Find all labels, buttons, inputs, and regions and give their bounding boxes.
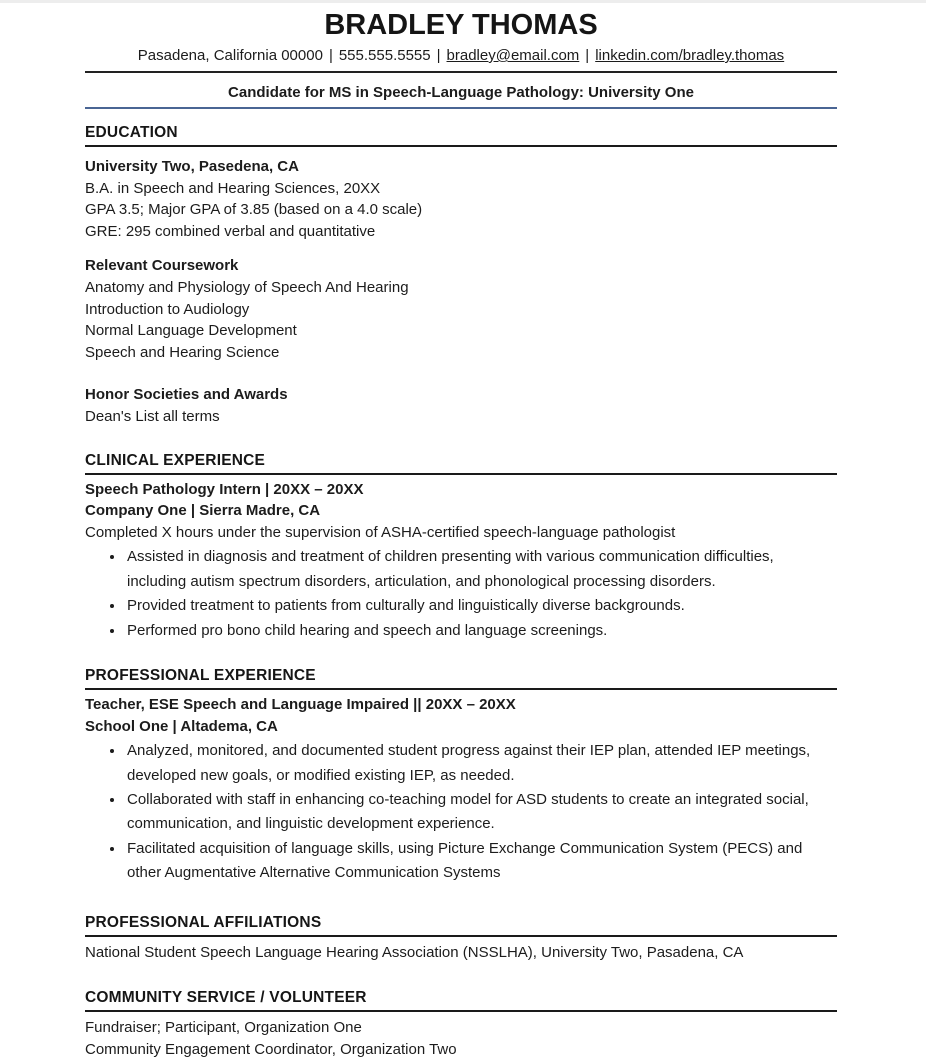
education-gpa: GPA 3.5; Major GPA of 3.85 (based on a 4.0 scale) <box>85 201 423 219</box>
education-school-block <box>85 156 837 242</box>
coursework-item: Introduction to Audiology <box>85 300 250 318</box>
coursework-item: Normal Language Development <box>85 322 297 340</box>
education-heading: EDUCATION <box>85 124 837 147</box>
professional-bullet: • Collaborated with staff in enhancing co-teaching model for ASD students to create an integrated social, communication, and linguistic development experience. <box>125 788 837 837</box>
clinical-heading: CLINICAL EXPERIENCE <box>85 452 837 475</box>
professional-org: School One | Altadema, CA <box>85 717 278 735</box>
honors-item: Dean's List all terms <box>85 407 220 425</box>
contact-separator: | <box>585 47 590 64</box>
education-gre: GRE: 295 combined verbal and quantitative <box>85 222 376 240</box>
education-school: University Two, Pasedena, CA <box>85 158 299 175</box>
contact-separator: | <box>436 47 441 64</box>
professional-bullet: • Facilitated acquisition of language skills, using Picture Exchange Communication System (PECS) and other Augmentative Alternative Communication Systems <box>125 837 837 886</box>
honors-block <box>85 384 837 427</box>
clinical-bullet-list <box>85 545 837 643</box>
education-degree: B.A. in Speech and Hearing Sciences, 20XX <box>85 179 381 197</box>
contact-separator: | <box>328 47 333 64</box>
clinical-role: Speech Pathology Intern | 20XX – 20XX <box>85 480 364 498</box>
coursework-heading: Relevant Coursework <box>85 257 239 275</box>
professional-bullet-list <box>85 739 837 885</box>
clinical-summary: Completed X hours under the supervision of ASHA-certified speech-language pathologist <box>85 523 676 541</box>
community-item: Community Engagement Coordinator, Organization Two <box>85 1040 457 1058</box>
clinical-bullet: • Provided treatment to patients from culturally and linguistically diverse backgrounds. <box>125 594 837 618</box>
contact-phone: 555.555.5555 <box>338 47 431 64</box>
community-item: Fundraiser; Participant, Organization One <box>85 1019 362 1037</box>
affiliation-item: National Student Speech Language Hearing Association (NSSLHA), University Two, Pasadena, CA <box>85 943 744 961</box>
coursework-item: Anatomy and Physiology of Speech And Hearing <box>85 278 409 296</box>
section-clinical-experience <box>85 452 837 643</box>
coursework-block <box>85 255 837 363</box>
community-heading: COMMUNITY SERVICE / VOLUNTEER <box>85 989 837 1012</box>
professional-heading: PROFESSIONAL EXPERIENCE <box>85 667 837 690</box>
professional-bullet: • Analyzed, monitored, and documented student progress against their IEP plan, attended IEP meetings, developed new goals, or modified existing IEP, as needed. <box>125 739 837 788</box>
section-affiliations <box>85 914 837 964</box>
section-community-service <box>85 989 837 1060</box>
honors-heading: Honor Societies and Awards <box>85 386 288 404</box>
objective-statement: Candidate for MS in Speech-Language Pathology: University One <box>85 73 837 109</box>
clinical-bullet: • Assisted in diagnosis and treatment of children presenting with various communication difficulties, including autism spectrum disorders, articulation, and phonological processing disorders. <box>125 545 837 594</box>
section-education <box>85 124 837 428</box>
professional-role: Teacher, ESE Speech and Language Impaired || 20XX – 20XX <box>85 695 516 713</box>
coursework-item: Speech and Hearing Science <box>85 343 280 361</box>
clinical-org: Company One | Sierra Madre, CA <box>85 502 321 520</box>
resume-page <box>85 9 837 1060</box>
contact-location: Pasadena, California 00000 <box>137 47 323 64</box>
affiliations-heading: PROFESSIONAL AFFILIATIONS <box>85 914 837 937</box>
section-professional-experience <box>85 667 837 886</box>
clinical-bullet: • Performed pro bono child hearing and speech and language screenings. <box>125 619 837 643</box>
page-title: BRADLEY THOMAS <box>324 9 598 41</box>
email-link[interactable]: bradley@email.com <box>446 47 580 64</box>
linkedin-link[interactable]: linkedin.com/bradley.thomas <box>595 47 785 64</box>
contact-line <box>85 42 837 73</box>
